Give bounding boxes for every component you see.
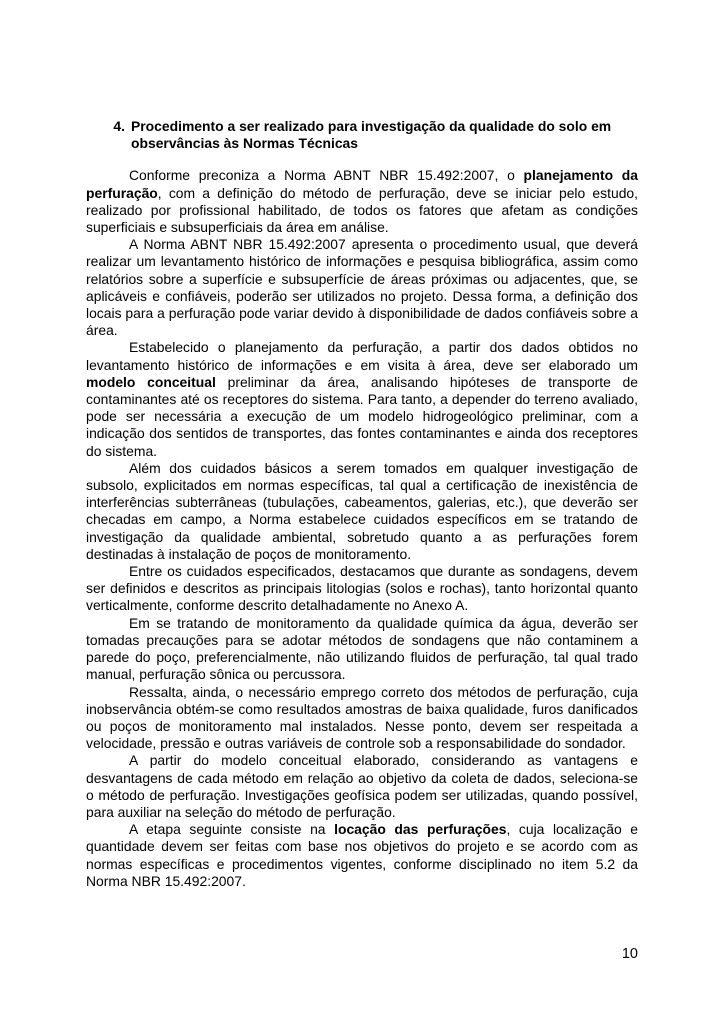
emphasis-text: locação das perfurações	[334, 821, 507, 838]
paragraph-6	[86, 615, 638, 684]
section-heading	[86, 118, 638, 152]
emphasis-text: modelo conceitual	[86, 373, 216, 390]
paragraph-7	[86, 684, 638, 753]
paragraph-8	[86, 752, 638, 821]
paragraph-text: Além dos cuidados básicos a serem tomados em qualquer investigação de subsolo, explicitados em normas específicas, tal qual a certificação de inexistência de interferências subterrâneas (tubulações, cabeamentos, galerias, etc.), que deverão ser checadas em campo, a Norma estabelece cuidados específicos em se tratando de investigação da qualidade ambiental, sobretudo quanto a as perfurações forem destinadas à instalação de poços de monitoramento.	[86, 459, 638, 562]
paragraph-text: Entre os cuidados especificados, destacamos que durante as sondagens, devem ser definidos e descritos as principais litologias (solos e rochas), tanto horizontal quanto verticalmente, conforme descrito detalhadamente no Anexo A.	[86, 563, 638, 614]
page-number: 10	[621, 946, 638, 962]
paragraph-text: preliminar da área, analisando hipóteses de transporte de contaminantes até os receptores do sistema. Para tanto, a depender do terreno avaliado, pode ser necessária a execução de um modelo hidrogeológico preliminar, com a indicação dos sentidos de transportes, das fontes contaminantes e ainda dos receptores do sistema.	[86, 373, 638, 459]
section-title: Procedimento a ser realizado para investigação da qualidade do solo em observâncias às Normas Técnicas	[131, 118, 612, 152]
paragraph-1	[86, 167, 638, 236]
paragraph-text: A partir do modelo conceitual elaborado, considerando as vantagens e desvantagens de cada método em relação ao objetivo da coleta de dados, seleciona-se o método de perfuração. Investigações geofísica podem ser utilizadas, quando possível, para auxiliar na seleção do método de perfuração.	[86, 752, 638, 820]
paragraph-text: A etapa seguinte consiste na	[129, 821, 335, 838]
section-number: 4.	[113, 118, 125, 134]
paragraph-5	[86, 563, 638, 615]
paragraph-text: Ressalta, ainda, o necessário emprego correto dos métodos de perfuração, cuja inobservância obtém-se como resultados amostras de baixa qualidade, furos danificados ou poços de monitoramento mal instalados. Nesse ponto, devem ser respeitada a velocidade, pressão e outras variáveis de controle sob a responsabilidade do sondador.	[86, 683, 638, 752]
page-content	[86, 118, 638, 890]
paragraph-text: Em se tratando de monitoramento da qualidade química da água, deverão ser tomadas precauções para se adotar métodos de sondagens que não contaminem a parede do poço, preferencialmente, não utilizando fluidos de perfuração, tal qual trado manual, perfuração sônica ou percussora.	[86, 614, 638, 683]
emphasis-text: planejamento da perfuração	[86, 167, 638, 201]
paragraph-text: , cuja localização e quantidade devem ser feitas com base nos objetivos do projeto e se acordo com as normas específicas e procedimentos vigentes, conforme disciplinado no item 5.2 da Norma NBR 15.492:2007.	[86, 821, 639, 889]
paragraph-text: Estabelecido o planejamento da perfuração, a partir dos dados obtidos no levantamento histórico de informações e em visita à área, deve ser elaborado um	[86, 339, 638, 373]
paragraph-3	[86, 339, 638, 459]
paragraph-9	[86, 821, 638, 890]
paragraph-text: , com a definição do método de perfuração, deve se iniciar pelo estudo, realizado por profissional habilitado, de todos os fatores que afetam as condições superficiais e subsuperficiais da área em análise.	[86, 184, 638, 236]
paragraph-text: Conforme preconiza a Norma ABNT NBR 15.492:2007, o	[129, 167, 524, 184]
paragraph-text: A Norma ABNT NBR 15.492:2007 apresenta o procedimento usual, que deverá realizar um levantamento histórico de informações e pesquisa bibliográfica, assim como relatórios sobre a superfície e subsuperfície de áreas próximas ou adjacentes, que, se aplicáveis e confiáveis, poderão ser utilizados no projeto. Dessa forma, a definição dos locais para a perfuração pode variar devido à disponibilidade de dados confiáveis sobre a área.	[86, 236, 638, 339]
paragraph-4	[86, 460, 638, 563]
paragraph-2	[86, 236, 638, 339]
